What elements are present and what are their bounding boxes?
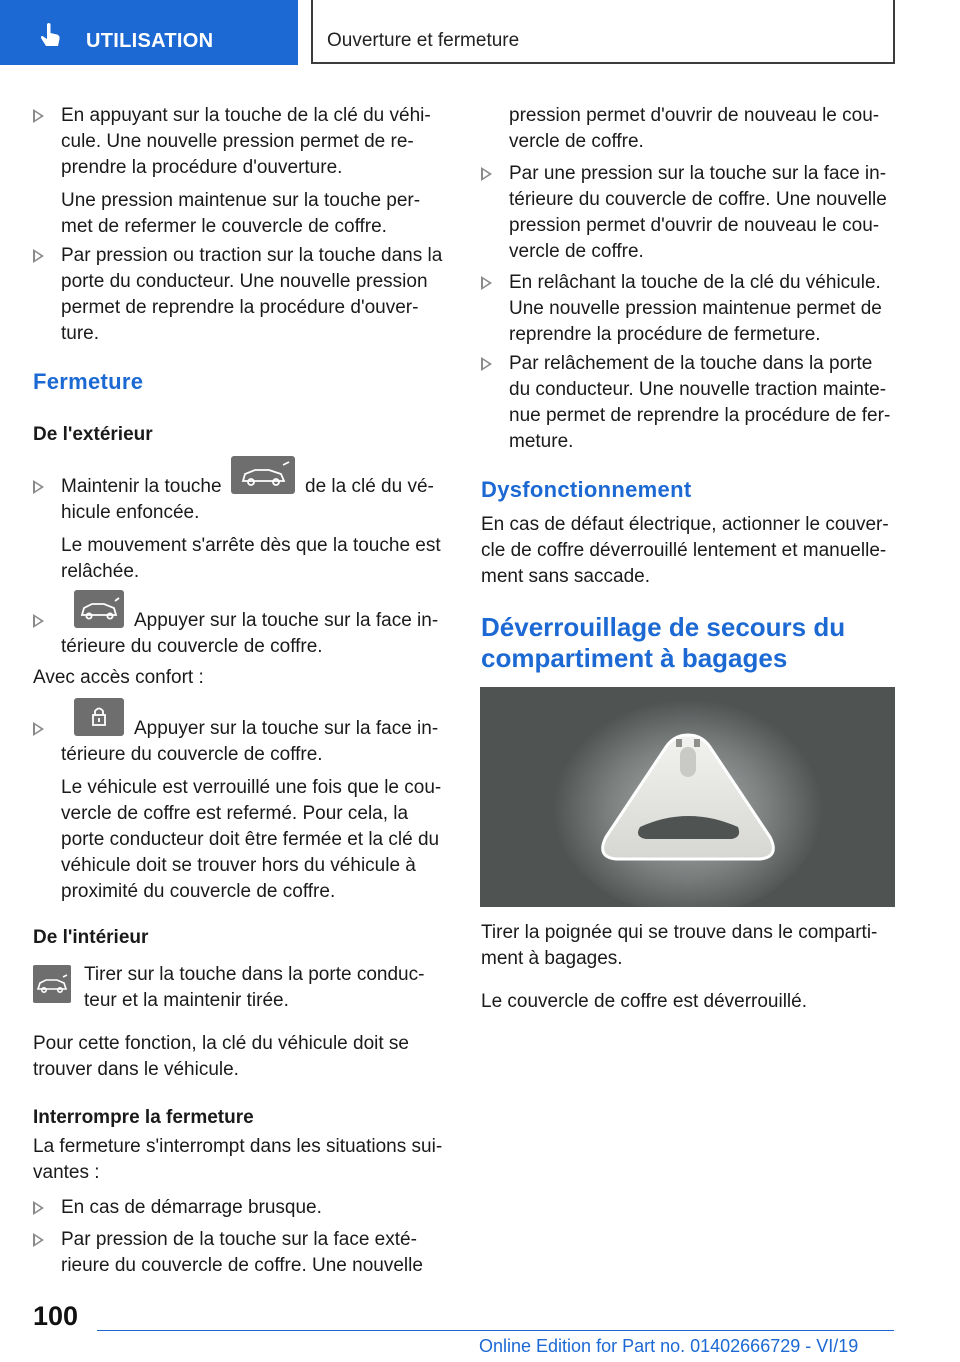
bullet-triangle-icon	[33, 480, 44, 494]
heading-interieur: De l'intérieur	[33, 927, 149, 948]
text-line: ment à bagages.	[481, 948, 623, 969]
chapter-title-box	[311, 0, 895, 64]
edition-note: Online Edition for Part no. 01402666729 - VI/19	[479, 1336, 859, 1356]
text-line: porte du conducteur. Une nouvelle pression	[61, 271, 428, 292]
text-line: Tirer sur la touche dans la porte conduc‐	[84, 964, 425, 985]
text-line: Appuyer sur la touche sur la face in‐	[134, 718, 439, 739]
interior-button	[33, 965, 71, 1003]
text-line: Une pression maintenue sur la touche per‐	[61, 190, 421, 211]
text-line: Par pression ou traction sur la touche dans la	[61, 245, 443, 266]
car-trunk-icon	[231, 456, 295, 494]
text-line: térieure du couvercle de coffre.	[61, 744, 323, 765]
bullet-triangle-icon	[33, 1201, 44, 1215]
page-number: 100	[33, 1301, 79, 1331]
bullet-triangle-icon	[33, 249, 44, 263]
text-line: cule. Une nouvelle pression permet de re‐	[61, 131, 414, 152]
text-line: Tirer la poignée qui se trouve dans le comparti‐	[481, 922, 878, 943]
section-label: UTILISATION	[86, 30, 214, 52]
heading-exterieur: De l'extérieur	[33, 424, 153, 445]
text-line: Maintenir la touche	[61, 476, 222, 497]
bullet-triangle-icon	[481, 167, 492, 181]
text-line: Pour cette fonction, la clé du véhicule doit se	[33, 1033, 410, 1054]
text-line: reprendre la procédure de fermeture.	[509, 324, 821, 345]
paragraph	[33, 1134, 447, 1186]
text-line: pression permet d'ouvrir de nouveau le cou‐	[509, 215, 880, 236]
text-line: En appuyant sur la touche de la clé du véhi‐	[61, 105, 431, 126]
lock-icon	[74, 698, 124, 736]
bullet-triangle-icon	[481, 276, 492, 290]
text-line: Appuyer sur la touche sur la face in‐	[134, 610, 439, 631]
text-line: pression permet d'ouvrir de nouveau le cou‐	[509, 105, 880, 126]
hand-pointer-icon	[38, 22, 62, 48]
text-line: La fermeture s'interrompt dans les situations sui‐	[33, 1136, 443, 1157]
text-line: permet de reprendre la procédure d'ouver‐	[61, 297, 419, 318]
text-line: trouver dans le véhicule.	[33, 1059, 239, 1080]
bullet-triangle-icon	[33, 614, 44, 628]
emergency-handle-photo	[480, 687, 895, 907]
emergency-release-handle-icon	[480, 687, 895, 907]
text-line: cle de coffre déverrouillé lentement et manuelle‐	[481, 540, 887, 561]
heading-line: compartiment à bagages	[481, 643, 788, 673]
car-trunk-icon	[74, 590, 124, 628]
text-line: proximité du couvercle de coffre.	[61, 881, 336, 902]
bullet-triangle-icon	[33, 109, 44, 123]
text-line: du conducteur. Une nouvelle traction mainte‐	[509, 379, 887, 400]
text-line: ture.	[61, 323, 100, 344]
text-line: met de refermer le couvercle de coffre.	[61, 216, 387, 237]
text-line: En relâchant la touche de la clé du véhicule.	[509, 272, 881, 293]
continued-text	[509, 103, 896, 155]
heading-line: Déverrouillage de secours du	[481, 612, 846, 642]
chapter-title: Ouverture et fermeture	[327, 30, 520, 51]
text-line: vercle de coffre.	[509, 131, 644, 152]
text-line: Avec accès confort :	[33, 667, 204, 688]
text-line: Le couvercle de coffre est déverrouillé.	[481, 991, 807, 1012]
text-line: Par relâchement de la touche dans la porte	[509, 353, 873, 374]
car-trunk-icon	[33, 965, 71, 1003]
text-line: Le véhicule est verrouillé une fois que le cou‐	[61, 777, 442, 798]
key-button	[74, 698, 124, 736]
text-line: vercle de coffre est refermé. Pour cela, la	[61, 803, 409, 824]
text-line: vantes :	[33, 1162, 100, 1183]
text-line: relâchée.	[61, 561, 140, 582]
key-button	[231, 456, 295, 494]
text-line: prendre la procédure d'ouverture.	[61, 157, 343, 178]
text-line: de la clé du vé‐	[305, 476, 434, 497]
bullet-triangle-icon	[33, 1233, 44, 1247]
photo-caption	[481, 920, 896, 1015]
key-button	[74, 590, 124, 628]
text-line: Le mouvement s'arrête dès que la touche est	[61, 535, 441, 556]
text-line: Par une pression sur la touche sur la face in‐	[509, 163, 887, 184]
text-line: porte conducteur doit être fermée et la clé du	[61, 829, 440, 850]
text-line: térieure du couvercle de coffre.	[61, 636, 323, 657]
heading-dysfonctionnement: Dysfonctionnement	[481, 477, 692, 502]
paragraph	[481, 512, 896, 590]
heading-interrompre: Interrompre la fermeture	[33, 1107, 254, 1128]
bullet-triangle-icon	[33, 722, 44, 736]
text-line: vercle de coffre.	[509, 241, 644, 262]
text-line: hicule enfoncée.	[61, 502, 200, 523]
footer-rule	[97, 1330, 894, 1331]
paragraph	[33, 1031, 447, 1083]
text-line: térieure du couvercle de coffre. Une nouvelle	[509, 189, 887, 210]
section-tab	[0, 0, 298, 65]
text-line: En cas de démarrage brusque.	[61, 1197, 322, 1218]
text-line: teur et la maintenir tirée.	[84, 990, 289, 1011]
heading-fermeture: Fermeture	[33, 369, 144, 394]
text-line: En cas de défaut électrique, actionner le couver‐	[481, 514, 889, 535]
text-line: rieure du couvercle de coffre. Une nouvelle	[61, 1255, 423, 1276]
text-line: Une nouvelle pression maintenue permet de	[509, 298, 882, 319]
text-line: meture.	[509, 431, 574, 452]
bullet-triangle-icon	[481, 357, 492, 371]
text-line: nue permet de reprendre la procédure de fer‐	[509, 405, 891, 426]
text-line: Par pression de la touche sur la face exté‐	[61, 1229, 417, 1250]
text-line: ment sans saccade.	[481, 566, 650, 587]
heading-deverrouillage	[481, 612, 845, 674]
text-line: véhicule doit se trouver hors du véhicule à	[61, 855, 416, 876]
